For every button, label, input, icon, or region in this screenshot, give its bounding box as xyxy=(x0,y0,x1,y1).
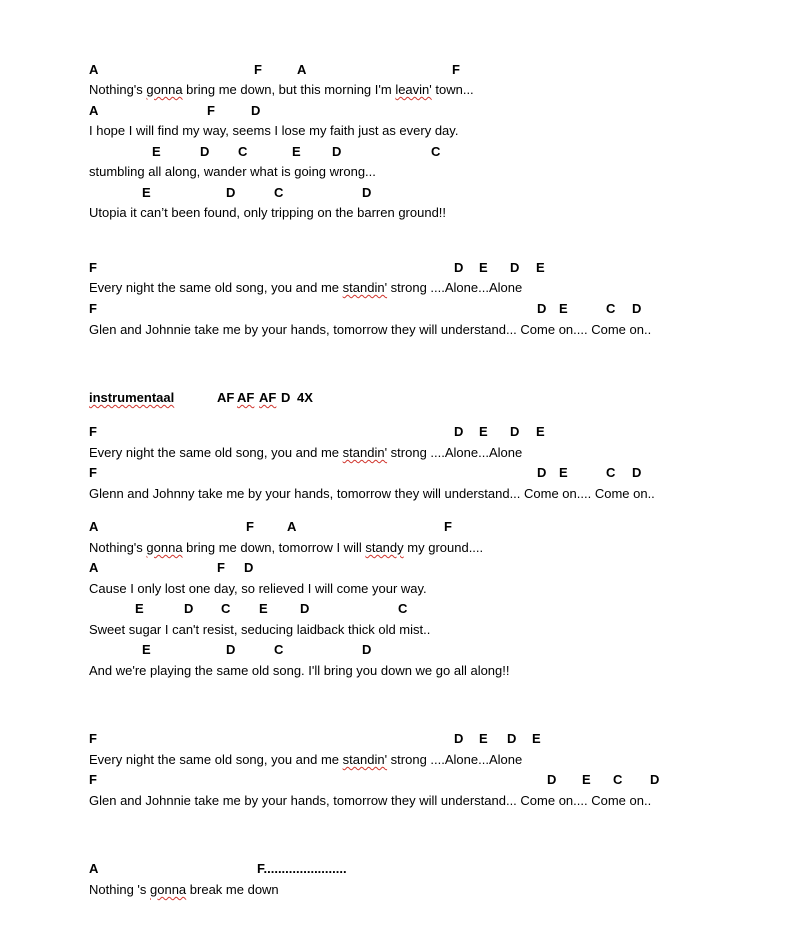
chord: F xyxy=(89,260,97,275)
lyric-line xyxy=(89,538,483,558)
chord: F xyxy=(89,465,97,480)
lyric-text: Nothing's xyxy=(89,540,147,555)
chord: A xyxy=(89,560,99,575)
chord: F xyxy=(89,424,97,439)
lyric-text: Glen and Johnnie take me by your hands, tomorrow they will understand... Come on.... Come on.. xyxy=(89,793,652,808)
chord: D xyxy=(244,560,254,575)
chord: AF xyxy=(237,390,255,405)
chord: D xyxy=(454,424,464,439)
chord: C xyxy=(274,185,284,200)
chord: E xyxy=(582,772,591,787)
misspelled-word: gonna xyxy=(146,540,183,555)
chord: A xyxy=(89,62,99,77)
chord: D xyxy=(510,260,520,275)
chord: D xyxy=(632,465,642,480)
misspelled-word: leavin' xyxy=(395,82,432,97)
chord: C xyxy=(221,601,231,616)
chord: E xyxy=(479,731,488,746)
chord: E xyxy=(479,260,488,275)
chord: D xyxy=(650,772,660,787)
misspelled-word: standin' xyxy=(342,280,388,295)
lyric-text: strong ....Alone...Alone xyxy=(387,445,523,460)
lyric-line xyxy=(89,661,510,681)
lyric-line xyxy=(89,162,376,182)
chord: A xyxy=(89,103,99,118)
chord: E xyxy=(142,642,151,657)
chord: F xyxy=(444,519,452,534)
chord: E xyxy=(536,424,545,439)
chord: E xyxy=(152,144,161,159)
lyric-line xyxy=(89,443,522,463)
chord: D xyxy=(507,731,517,746)
chord: C xyxy=(238,144,248,159)
chord: E xyxy=(259,601,268,616)
chord: F xyxy=(89,301,97,316)
lyric-text: Nothing's xyxy=(89,82,147,97)
misspelled-word: standin' xyxy=(342,445,388,460)
misspelled-word: gonna xyxy=(150,882,187,897)
lyric-line xyxy=(89,484,655,504)
misspelled-word: gonna xyxy=(146,82,183,97)
instrumental-label: instrumentaal xyxy=(89,390,175,405)
chord: F xyxy=(246,519,254,534)
chord: D xyxy=(226,642,236,657)
chord: E xyxy=(559,465,568,480)
lyric-text: break me down xyxy=(186,882,279,897)
chord: D xyxy=(200,144,210,159)
chord: D xyxy=(184,601,194,616)
chord: F....................... xyxy=(257,861,347,876)
chord: AF xyxy=(259,390,277,405)
chord: E xyxy=(142,185,151,200)
lyric-text: bring me down, but this morning I'm xyxy=(182,82,396,97)
lyric-text: Cause I only lost one day, so relieved I will come your way. xyxy=(89,581,427,596)
chord: D xyxy=(300,601,310,616)
chord: D xyxy=(226,185,236,200)
chord: 4X xyxy=(297,390,313,405)
chord: F xyxy=(217,560,225,575)
chord: AF xyxy=(217,390,235,405)
chord: D xyxy=(547,772,557,787)
lyric-text: Glenn and Johnny take me by your hands, tomorrow they will understand... Come on.... Come on.. xyxy=(89,486,655,501)
chord: F xyxy=(89,731,97,746)
chord: D xyxy=(454,260,464,275)
lyric-line xyxy=(89,791,651,811)
lyric-text: Every night the same old song, you and me xyxy=(89,752,343,767)
misspelled-word: standin' xyxy=(342,752,388,767)
chord: E xyxy=(536,260,545,275)
chord: F xyxy=(89,772,97,787)
chord: D xyxy=(281,390,291,405)
lyric-line xyxy=(89,750,522,770)
lyric-text: my ground.... xyxy=(403,540,484,555)
chord: E xyxy=(135,601,144,616)
chord: D xyxy=(251,103,261,118)
chord: C xyxy=(613,772,623,787)
lyric-line xyxy=(89,121,458,141)
lyric-text: strong ....Alone...Alone xyxy=(387,752,523,767)
chord: F xyxy=(254,62,262,77)
chord: D xyxy=(537,301,547,316)
lyric-text: Utopia it can’t been found, only tripping on the barren ground!! xyxy=(89,205,447,220)
chord: C xyxy=(606,465,616,480)
chord: A xyxy=(89,519,99,534)
lyric-line xyxy=(89,320,651,340)
chord: F xyxy=(452,62,460,77)
chord: D xyxy=(332,144,342,159)
chord: C xyxy=(274,642,284,657)
misspelled-word: standy xyxy=(365,540,404,555)
chord: E xyxy=(532,731,541,746)
lyric-text: And we're playing the same old song. I'll bring you down we go all along!! xyxy=(89,663,510,678)
lyric-text: strong ....Alone...Alone xyxy=(387,280,523,295)
lyric-text: Every night the same old song, you and me xyxy=(89,445,343,460)
chord: D xyxy=(454,731,464,746)
lyric-text: stumbling all along, wander what is going wrong... xyxy=(89,164,376,179)
chord: D xyxy=(632,301,642,316)
chord: C xyxy=(606,301,616,316)
chord: E xyxy=(292,144,301,159)
lyric-line xyxy=(89,203,446,223)
chord: A xyxy=(297,62,307,77)
chord: A xyxy=(89,861,99,876)
chord: E xyxy=(559,301,568,316)
lyric-text: Every night the same old song, you and me xyxy=(89,280,343,295)
chord: A xyxy=(287,519,297,534)
lyric-line xyxy=(89,579,427,599)
chord: D xyxy=(510,424,520,439)
chord: D xyxy=(362,185,372,200)
chord: F xyxy=(207,103,215,118)
lyric-text: bring me down, tomorrow I will xyxy=(182,540,366,555)
lyric-text: town... xyxy=(431,82,474,97)
lyric-text: Nothing 's xyxy=(89,882,151,897)
lyric-line xyxy=(89,80,474,100)
lyric-line xyxy=(89,278,522,298)
chord: E xyxy=(479,424,488,439)
chord: D xyxy=(537,465,547,480)
lyric-text: Glen and Johnnie take me by your hands, tomorrow they will understand... Come on.... Come on.. xyxy=(89,322,652,337)
lyric-line xyxy=(89,620,430,640)
chord: C xyxy=(398,601,408,616)
lyric-text: I hope I will find my way, seems I lose my faith just as every day. xyxy=(89,123,459,138)
chord: D xyxy=(362,642,372,657)
lyric-text: Sweet sugar I can't resist, seducing laidback thick old mist.. xyxy=(89,622,431,637)
chord: C xyxy=(431,144,441,159)
lyric-line xyxy=(89,880,279,900)
